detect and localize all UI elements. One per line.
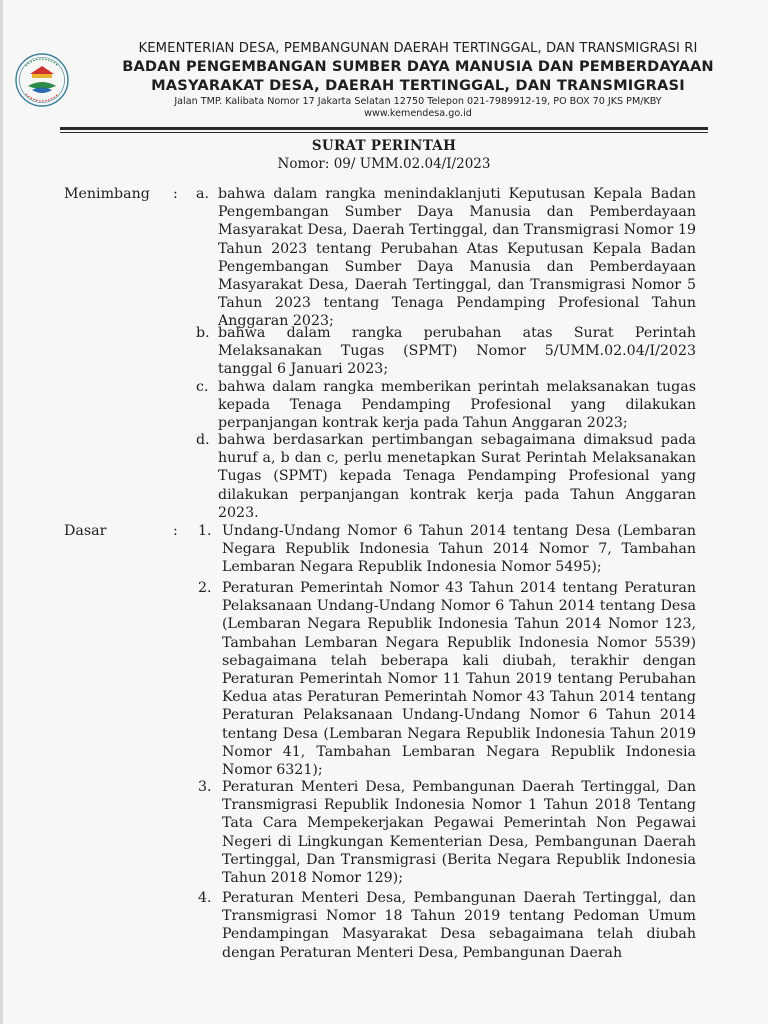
- item-marker: c.: [196, 379, 209, 395]
- item-marker: 4.: [198, 890, 212, 906]
- item-marker: 3.: [198, 779, 212, 795]
- item-text: Undang-Undang Nomor 6 Tahun 2014 tentang Desa (Lembaran Negara Republik Indonesia Tahun 2014 Nomor 7, Tambahan Lembaran Negara Republik Indonesia Nomor 5495);: [222, 523, 696, 576]
- section-colon: :: [173, 186, 178, 202]
- letterhead: [80, 40, 756, 120]
- section-label-dasar: Dasar: [64, 523, 107, 539]
- item-marker: b.: [196, 325, 210, 341]
- letterhead-rule-thin: [60, 132, 708, 133]
- section-label-menimbang: Menimbang: [64, 186, 150, 202]
- letterhead-rule-thick: [60, 127, 708, 130]
- document-title: [0, 138, 768, 173]
- item-marker: a.: [196, 186, 209, 202]
- item-text: bahwa berdasarkan pertimbangan sebagaimana dimaksud pada huruf a, b dan c, perlu menetapkan Surat Perintah Melaksanakan Tugas (SPMT) kepada Tenaga Pendamping Profesional yang dilakukan perpanjangan kontrak kerja pada Tahun Anggaran 2023.: [218, 432, 696, 521]
- title-heading: SURAT PERINTAH: [311, 138, 457, 154]
- item-text: bahwa dalam rangka memberikan perintah melaksanakan tugas kepada Tenaga Pendamping Profesional yang dilakukan perpanjangan kontrak kerja pada Tahun Anggaran 2023;: [218, 379, 696, 432]
- item-marker: 2.: [198, 580, 212, 596]
- address: Jalan TMP. Kalibata Nomor 17 Jakarta Selatan 12750 Telepon 021-7989912-19, PO BOX 70 JKS PM/KBY: [174, 96, 662, 107]
- item-text: bahwa dalam rangka perubahan atas Surat Perintah Melaksanakan Tugas (SPMT) Nomor 5/UMM.02.04/I/2023 tanggal 6 Januari 2023;: [218, 325, 696, 378]
- item-text: Peraturan Menteri Desa, Pembangunan Daerah Tertinggal, dan Transmigrasi Nomor 18 Tahun 2019 tentang Pedoman Umum Pendampingan Masyarakat Desa sebagaimana telah diubah dengan Peraturan Menteri Desa, Pembangunan Daerah: [222, 890, 696, 961]
- agency-name-line1: BADAN PENGEMBANGAN SUMBER DAYA MANUSIA DAN PEMBERDAYAAN: [122, 58, 714, 75]
- agency-name-line2: MASYARAKAT DESA, DAERAH TERTINGGAL, DAN TRANSMIGRASI: [151, 77, 685, 94]
- ministry-name: KEMENTERIAN DESA, PEMBANGUNAN DAERAH TERTINGGAL, DAN TRANSMIGRASI RI: [138, 41, 698, 56]
- ministry-logo-icon: [14, 52, 70, 108]
- item-marker: d.: [196, 432, 210, 448]
- item-text: bahwa dalam rangka menindaklanjuti Keputusan Kepala Badan Pengembangan Sumber Daya Manusia dan Pemberdayaan Masyarakat Desa, Daerah Tertinggal, dan Transmigrasi Nomor 19 Tahun 2023 tentang Perubahan Atas Keputusan Kepala Badan Pengembangan Sumber Daya Manusia dan Pemberdayaan Masyarakat Desa, Daerah Tertinggal, dan Transmigrasi Nomor 5 Tahun 2023 tentang Tenaga Pendamping Profesional Tahun Anggaran 2023;: [218, 186, 696, 330]
- website: www.kemendesa.go.id: [364, 108, 472, 119]
- item-marker: 1.: [198, 523, 212, 539]
- item-text: Peraturan Pemerintah Nomor 43 Tahun 2014 tentang Peraturan Pelaksanaan Undang-Undang Nomor 6 Tahun 2014 tentang Desa (Lembaran Negara Republik Indonesia Tahun 2014 Nomor 123, Tambahan Lembaran Negara Republik Indonesia Nomor 5539) sebagaimana telah beberapa kali diubah, terakhir dengan Peraturan Pemerintah Nomor 11 Tahun 2019 tentang Perubahan Kedua atas Peraturan Pemerintah Nomor 43 Tahun 2014 tentang Peraturan Pelaksanaan Undang-Undang Nomor 6 Tahun 2014 tentang Desa (Lembaran Negara Republik Indonesia Tahun 2019 Nomor 41, Tambahan Lembaran Negara Republik Indonesia Nomor 6321);: [222, 580, 696, 779]
- section-colon: :: [173, 523, 178, 539]
- letter-number: Nomor: 09/ UMM.02.04/I/2023: [277, 156, 491, 172]
- item-text: Peraturan Menteri Desa, Pembangunan Daerah Tertinggal, Dan Transmigrasi Republik Indonesia Nomor 1 Tahun 2018 Tentang Tata Cara Mempekerjakan Pegawai Pemerintah Non Pegawai Negeri di Lingkungan Kementerian Desa, Pembangunan Daerah Tertinggal, Dan Transmigrasi (Berita Negara Republik Indonesia Tahun 2018 Nomor 129);: [222, 779, 696, 887]
